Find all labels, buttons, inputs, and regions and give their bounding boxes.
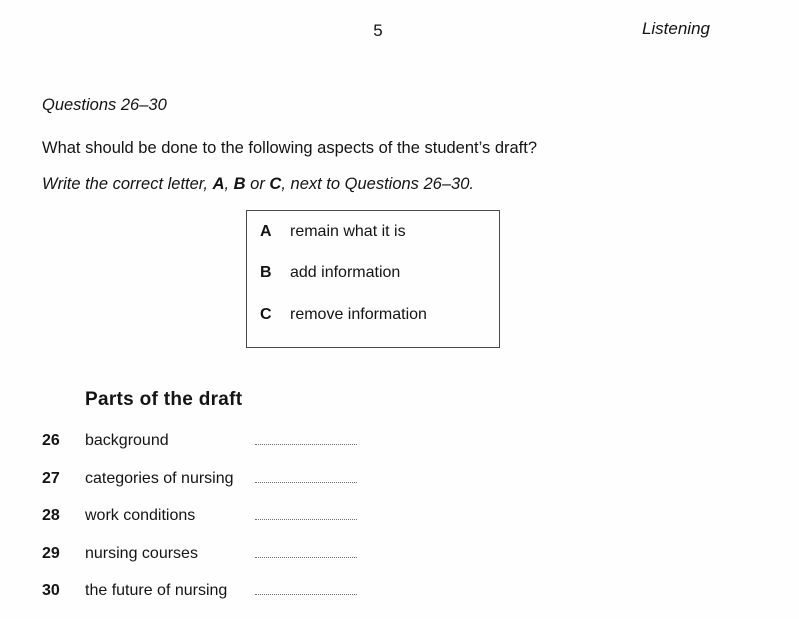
- list-item-q30: [42, 581, 357, 598]
- list-item-q26: [42, 431, 357, 448]
- list-item-q29: [42, 544, 357, 561]
- question-label: categories of nursing: [85, 469, 234, 487]
- answer-instruction: [42, 175, 474, 194]
- list-item-q27: [42, 469, 357, 486]
- draft-parts-list: [42, 431, 357, 619]
- question-label: background: [85, 432, 169, 449]
- instruction-sep2: or: [245, 175, 270, 193]
- instruction-sep1: ,: [224, 175, 234, 193]
- question-number: 29: [42, 544, 60, 562]
- question-number: 28: [42, 507, 60, 524]
- list-item-q28: [42, 506, 357, 523]
- question-number: 26: [42, 432, 60, 449]
- answer-blank-q29: [255, 544, 357, 558]
- page-number: 5: [373, 21, 383, 40]
- question-number: 27: [42, 469, 60, 487]
- option-letter: A: [260, 223, 272, 240]
- option-row-c: [260, 306, 499, 347]
- answer-blank-q30: [255, 581, 357, 595]
- option-text: remain what it is: [290, 223, 406, 240]
- option-letter: B: [260, 264, 272, 282]
- option-row-b: [260, 264, 499, 305]
- instruction-letter-b: B: [233, 175, 246, 193]
- instruction-prefix: Write the correct letter,: [42, 175, 213, 193]
- question-label: nursing courses: [85, 544, 198, 562]
- answer-blank-q27: [255, 469, 357, 483]
- options-box: [246, 210, 500, 348]
- section-label: Listening: [641, 19, 710, 38]
- answer-blank-q26: [255, 431, 357, 445]
- question-label: the future of nursing: [85, 582, 228, 599]
- answer-blank-q28: [255, 506, 357, 520]
- option-letter: C: [260, 305, 272, 323]
- draft-parts-heading: Parts of the draft: [85, 389, 243, 410]
- instruction-letter-a: A: [212, 175, 225, 193]
- instruction-letter-c: C: [269, 175, 282, 193]
- option-text: add information: [290, 264, 401, 282]
- instruction-suffix: , next to Questions 26–30.: [281, 175, 474, 193]
- option-text: remove information: [290, 305, 427, 323]
- questions-range-heading: Questions 26–30: [42, 96, 167, 114]
- option-row-a: [260, 223, 499, 264]
- question-prompt: What should be done to the following aspects of the student’s draft?: [42, 139, 538, 157]
- question-number: 30: [42, 582, 60, 599]
- question-label: work conditions: [85, 507, 196, 524]
